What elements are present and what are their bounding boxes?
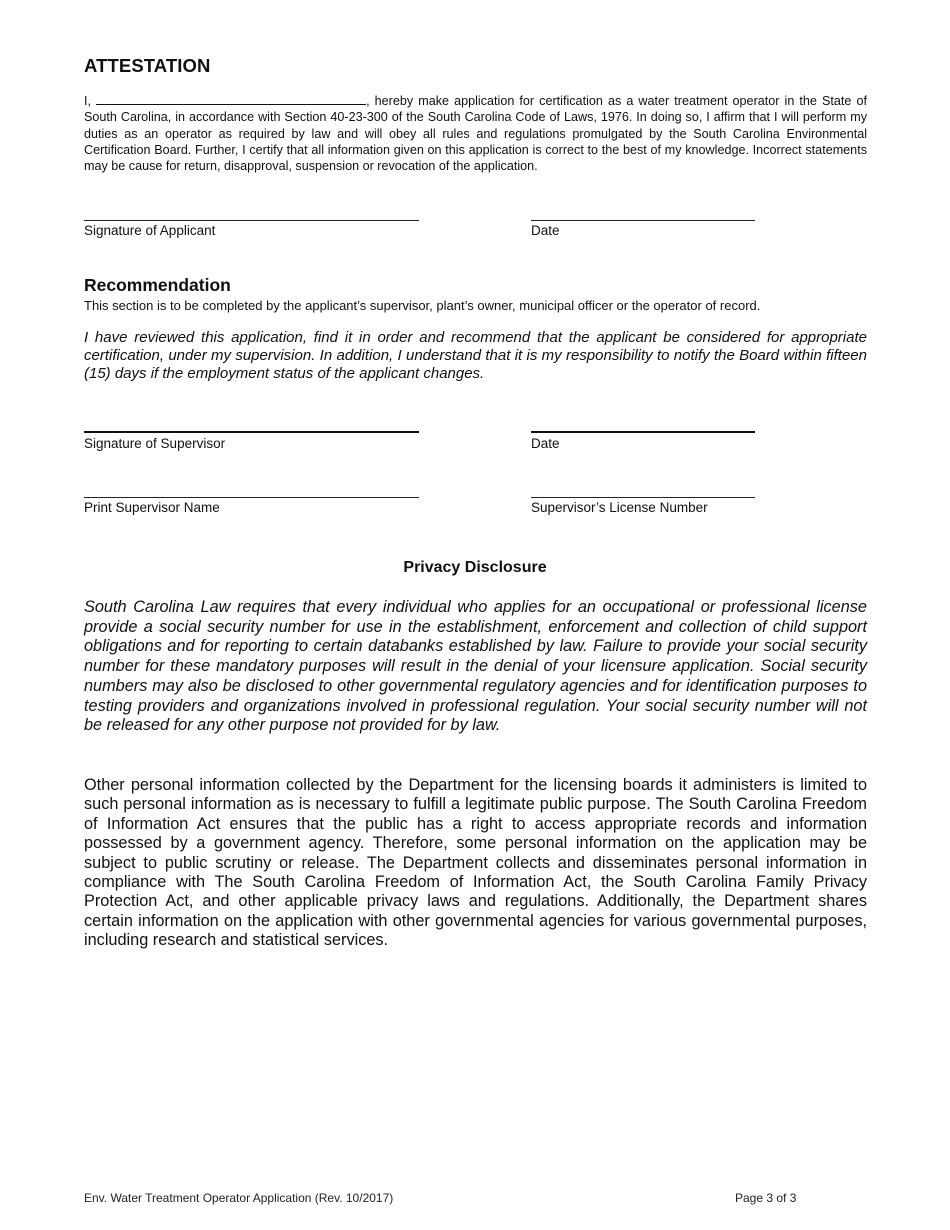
recommendation-description: This section is to be completed by the applicant’s supervisor, plant’s owner, municipal officer or the operator of record.	[84, 298, 761, 313]
supervisor-signature-label: Signature of Supervisor	[84, 436, 226, 451]
supervisor-license-label: Supervisor’s License Number	[531, 500, 708, 515]
applicant-date-label: Date	[531, 223, 560, 238]
applicant-name-blank[interactable]	[96, 93, 366, 105]
footer-form-name: Env. Water Treatment Operator Application (Rev. 10/2017)	[84, 1191, 394, 1205]
privacy-paragraph-ssn: South Carolina Law requires that every individual who applies for an occupational or professional license provide a social security number for use in the establishment, enforcement and collection of child support obligations and for reporting to certain databanks established by law. Failure to provide your social security number for these mandatory purposes will result in the denial of your licensure application. Social security numbers may also be disclosed to other governmental regulatory agencies and for identification purposes to testing providers and organizations involved in professional regulation. Your social security number will not be released for any other purpose not provided for by law.	[84, 598, 867, 735]
recommendation-heading: Recommendation	[84, 275, 231, 295]
supervisor-date-line[interactable]	[531, 431, 755, 433]
applicant-date-line[interactable]	[531, 220, 755, 221]
supervisor-date-label: Date	[531, 436, 560, 451]
footer-page-number: Page 3 of 3	[735, 1191, 797, 1205]
attestation-heading: ATTESTATION	[84, 55, 211, 76]
supervisor-license-line[interactable]	[531, 497, 755, 498]
applicant-signature-label: Signature of Applicant	[84, 223, 216, 238]
attestation-paragraph	[84, 93, 867, 174]
applicant-signature-line[interactable]	[84, 220, 419, 221]
privacy-heading: Privacy Disclosure	[403, 559, 547, 576]
attestation-prefix: I,	[84, 94, 91, 108]
recommendation-statement: I have reviewed this application, find it in order and recommend that the applicant be considered for appropriate certification, under my supervision. In addition, I understand that it is my responsibility to notify the Board within fifteen (15) days if the employment status of the applicant changes.	[84, 329, 867, 382]
attestation-body: , hereby make application for certification as a water treatment operator in the State of South Carolina, in accordance with Section 40-23-300 of the South Carolina Code of Laws, 1976. In doing so, I affirm that I will perform my duties as an operator as required by law and will obey all rules and regulations promulgated by the South Carolina Environmental Certification Board. Further, I certify that all information given on this application is correct to the best of my knowledge. Incorrect statements may be cause for return, disapproval, suspension or revocation of the application.	[84, 94, 867, 174]
privacy-paragraph-personal-info: Other personal information collected by the Department for the licensing boards it administers is limited to such personal information as is necessary to fulfill a legitimate public purpose. The South Carolina Freedom of Information Act ensures that the public has a right to access appropriate records and information possessed by a government agency. Therefore, some personal information on the application may be subject to public scrutiny or release. The Department collects and disseminates personal information in compliance with The South Carolina Freedom of Information Act, the South Carolina Family Privacy Protection Act, and other applicable privacy laws and regulations. Additionally, the Department shares certain information on the application with other governmental agencies for various governmental purposes, including research and statistical services.	[84, 776, 867, 950]
supervisor-signature-line[interactable]	[84, 431, 419, 433]
supervisor-name-label: Print Supervisor Name	[84, 500, 220, 515]
supervisor-name-line[interactable]	[84, 497, 419, 498]
